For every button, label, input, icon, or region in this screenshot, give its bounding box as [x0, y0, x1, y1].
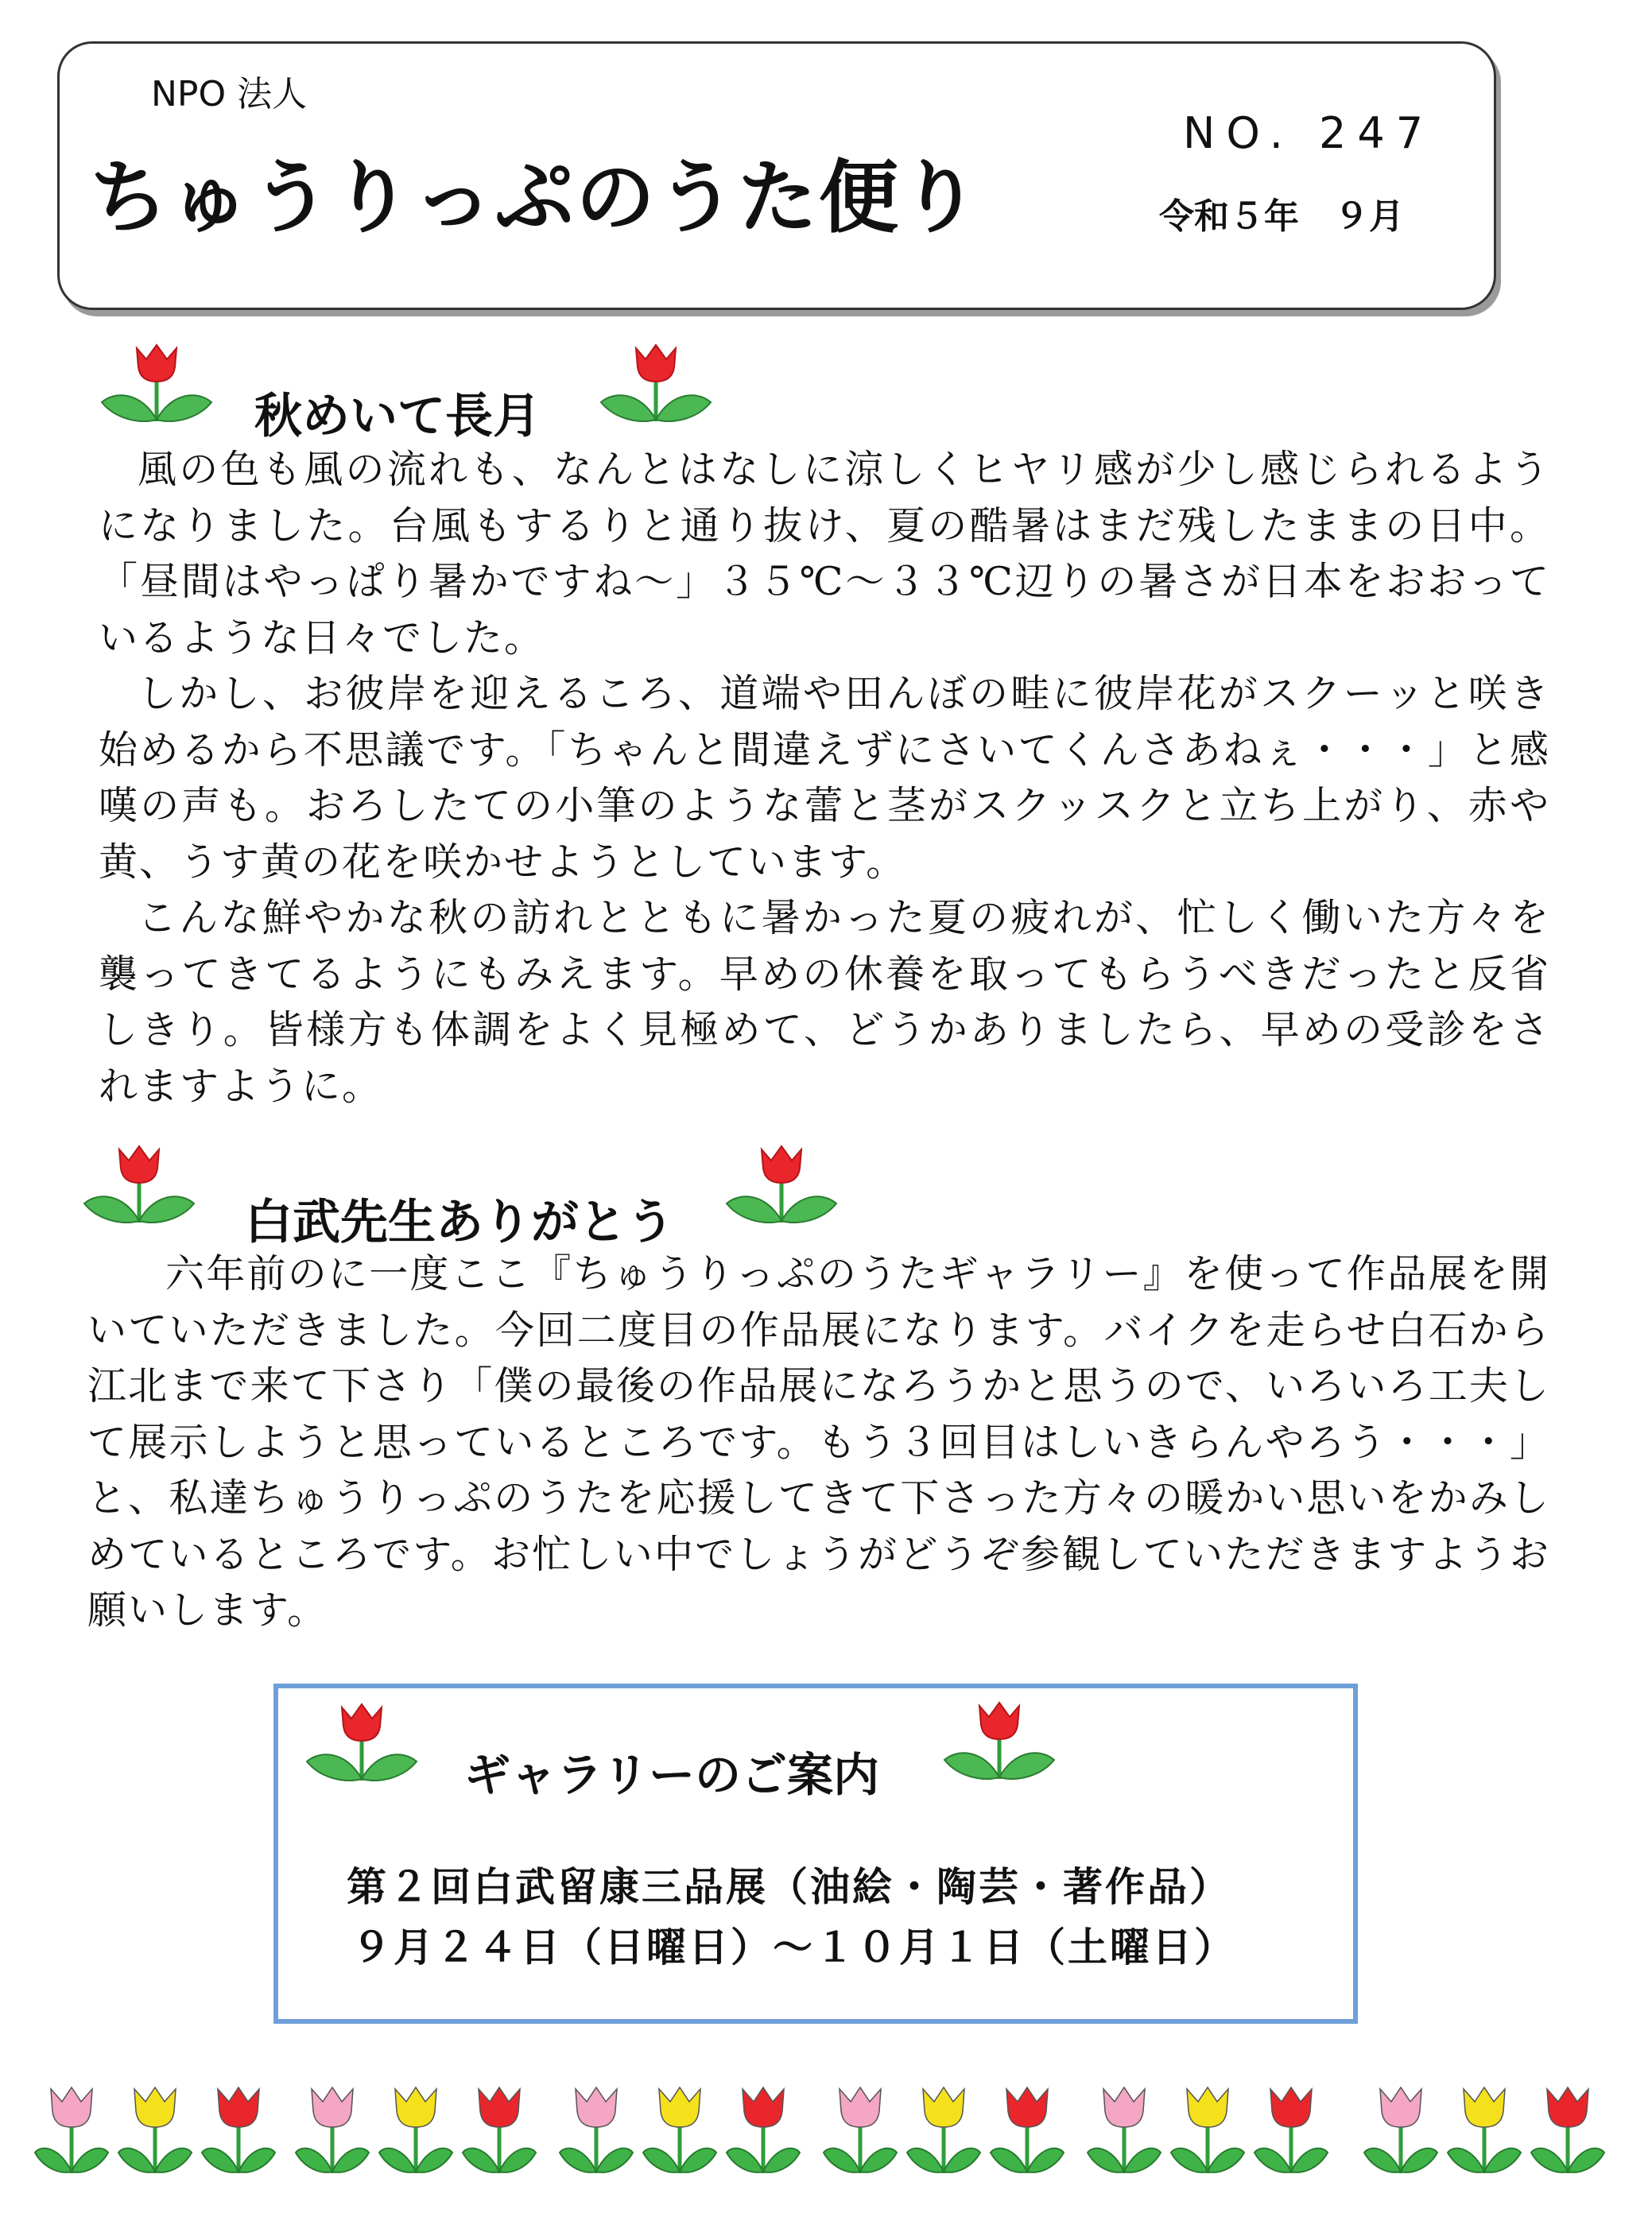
tulip-icon	[79, 1143, 199, 1230]
tulip-yellow-icon	[904, 2084, 983, 2178]
issue-number: NO. 247	[1183, 108, 1435, 158]
tulip-yellow-icon	[376, 2084, 456, 2178]
tulip-pink-icon	[820, 2084, 900, 2178]
tulip-red-icon	[1251, 2084, 1331, 2178]
paragraph: こんな鮮やかな秋の訪れとともに暑かった夏の疲れが、忙しく働いた方々を襲ってきてるようにもみえます。早めの休養を取ってもらうべきだったと反省しきり。皆様方も体調をよく見極めて、どうかありましたら、早めの受診をされますように。	[99, 895, 1550, 1109]
tulip-yellow-icon	[1445, 2084, 1524, 2178]
gallery-heading: ギャラリーのご案内	[464, 1748, 880, 1802]
section-heading-autumn: 秋めいて長月	[254, 389, 541, 444]
tulip-yellow-icon	[115, 2084, 195, 2178]
tulip-icon	[596, 342, 715, 429]
section-body-thanks	[87, 1246, 1550, 1639]
tulip-pink-icon	[556, 2084, 636, 2178]
tulip-icon	[97, 342, 216, 429]
paragraph: 風の色も風の流れも、なんとはなしに涼しくヒヤリ感が少し感じられるようになりました。台風もするりと通り抜け、夏の酷暑はまだ残したままの日中。「昼間はやっぱり暑かですね〜」３５℃〜３３℃辺りの暑さが日本をおおっているような日々でした。	[99, 447, 1550, 661]
tulip-icon	[302, 1701, 421, 1789]
section-body-autumn	[99, 442, 1550, 1114]
paragraph: しかし、お彼岸を迎えるころ、道端や田んぼの畦に彼岸花がスクーッと咲き始めるから不思議です。「ちゃんと間違えずにさいてくんさあねぇ・・・」と感嘆の声も。おろしたての小筆のような蕾と茎がスクッスクと立ち上がり、赤や黄、うす黄の花を咲かせようとしています。	[99, 671, 1550, 885]
tulip-yellow-icon	[640, 2084, 719, 2178]
tulip-red-icon	[1528, 2084, 1607, 2178]
org-label: NPO 法人	[151, 74, 308, 114]
tulip-red-icon	[460, 2084, 539, 2178]
tulip-red-icon	[199, 2084, 278, 2178]
paragraph: 六年前のに一度ここ『ちゅうりっぷのうたギャラリー』を使って作品展を開いていただきました。今回二度目の作品展になります。バイクを走らせ白石から江北まで来て下さり「僕の最後の作品展になろうかと思うので、いろいろ工夫して展示しようと思っているところです。もう３回目はしいきらんやろう・・・」と、私達ちゅうりっぷのうたを応援してきて下さった方々の暖かい思いをかみしめているところです。お忙しい中でしょうがどうぞ参観していただきますようお願いします。	[87, 1251, 1550, 1633]
tulip-pink-icon	[32, 2084, 111, 2178]
tulip-pink-icon	[1361, 2084, 1441, 2178]
tulip-pink-icon	[293, 2084, 372, 2178]
newsletter-title: ちゅうりっぷのうた便り	[89, 151, 981, 244]
tulip-pink-icon	[1084, 2084, 1164, 2178]
tulip-icon	[722, 1143, 841, 1230]
tulip-icon	[940, 1699, 1059, 1787]
event-title: 第２回白武留康三品展（油絵・陶芸・著作品）	[347, 1863, 1231, 1910]
issue-date: 令和５年 ９月	[1159, 196, 1404, 237]
section-heading-thanks: 白武先生ありがとう	[245, 1195, 674, 1250]
tulip-red-icon	[987, 2084, 1067, 2178]
tulip-red-icon	[723, 2084, 803, 2178]
tulip-yellow-icon	[1168, 2084, 1247, 2178]
event-dates: ９月２４日（日曜日）〜１０月１日（土曜日）	[351, 1924, 1236, 1971]
